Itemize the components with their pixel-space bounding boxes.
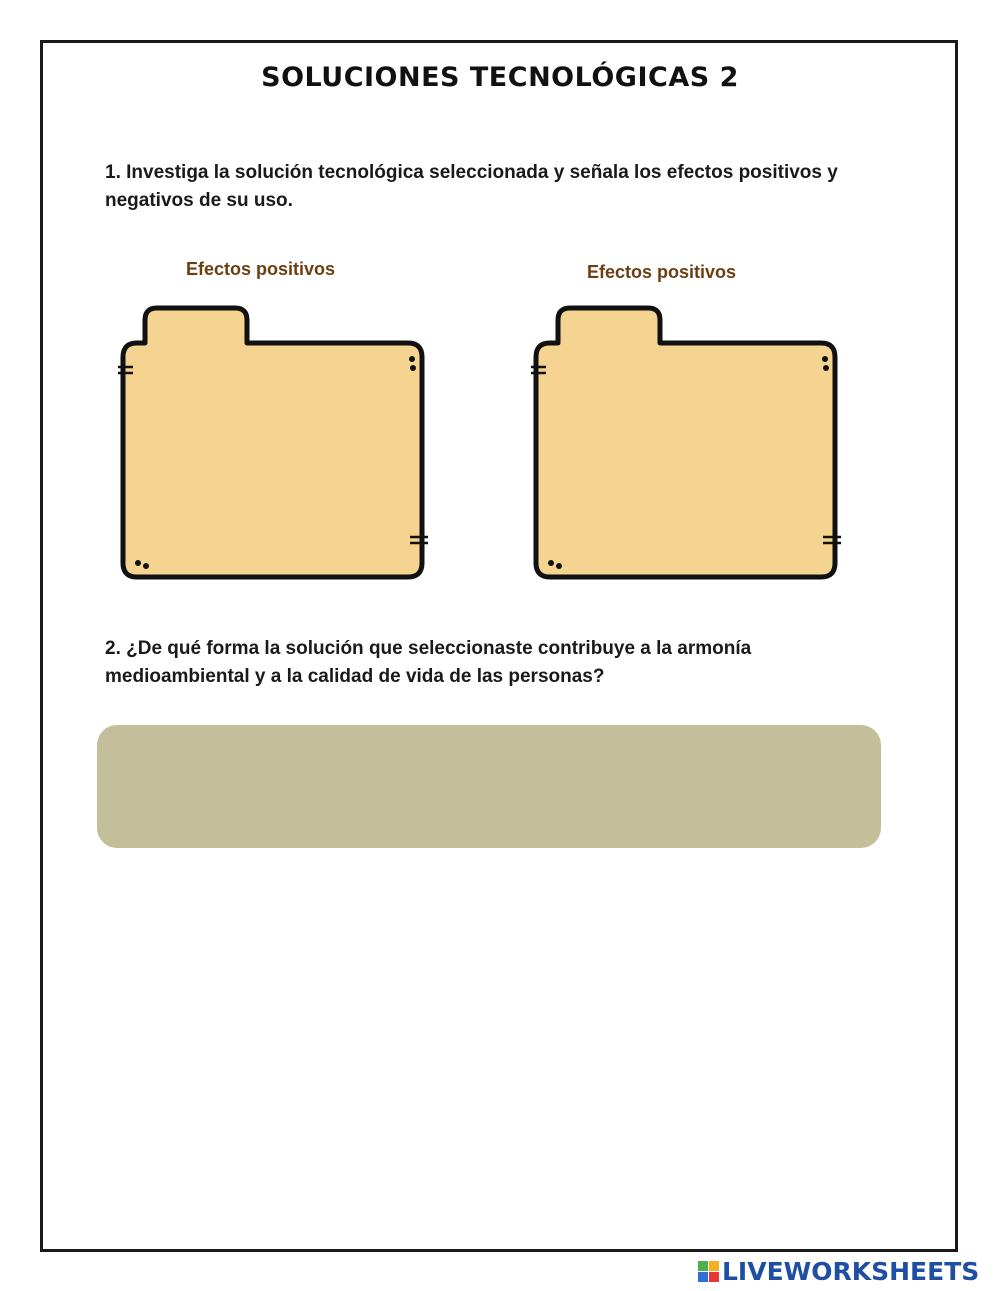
question-1-text: 1. Investiga la solución tecnológica seleccionada y señala los efectos positivos y negativos de su uso. bbox=[105, 162, 838, 211]
brand-name: LIVEWORKSHEETS bbox=[722, 1256, 980, 1286]
folder-label-left: Efectos positivos bbox=[186, 259, 336, 279]
page-title: SOLUCIONES TECNOLÓGICAS 2 bbox=[261, 62, 739, 93]
folder-icon-left[interactable] bbox=[118, 304, 428, 584]
question-2-text: 2. ¿De qué forma la solución que seleccionaste contribuye a la armonía medioambiental y a la calidad de vida de las personas? bbox=[105, 638, 752, 687]
folder-label-right: Efectos positivos bbox=[587, 262, 737, 282]
folder-icon bbox=[118, 304, 428, 584]
liveworksheets-logo-icon bbox=[698, 1261, 719, 1282]
footer-brand bbox=[698, 1256, 979, 1286]
answer-textbox[interactable] bbox=[97, 725, 881, 848]
folder-icon-right[interactable] bbox=[531, 304, 841, 584]
folder-icon bbox=[531, 304, 841, 584]
